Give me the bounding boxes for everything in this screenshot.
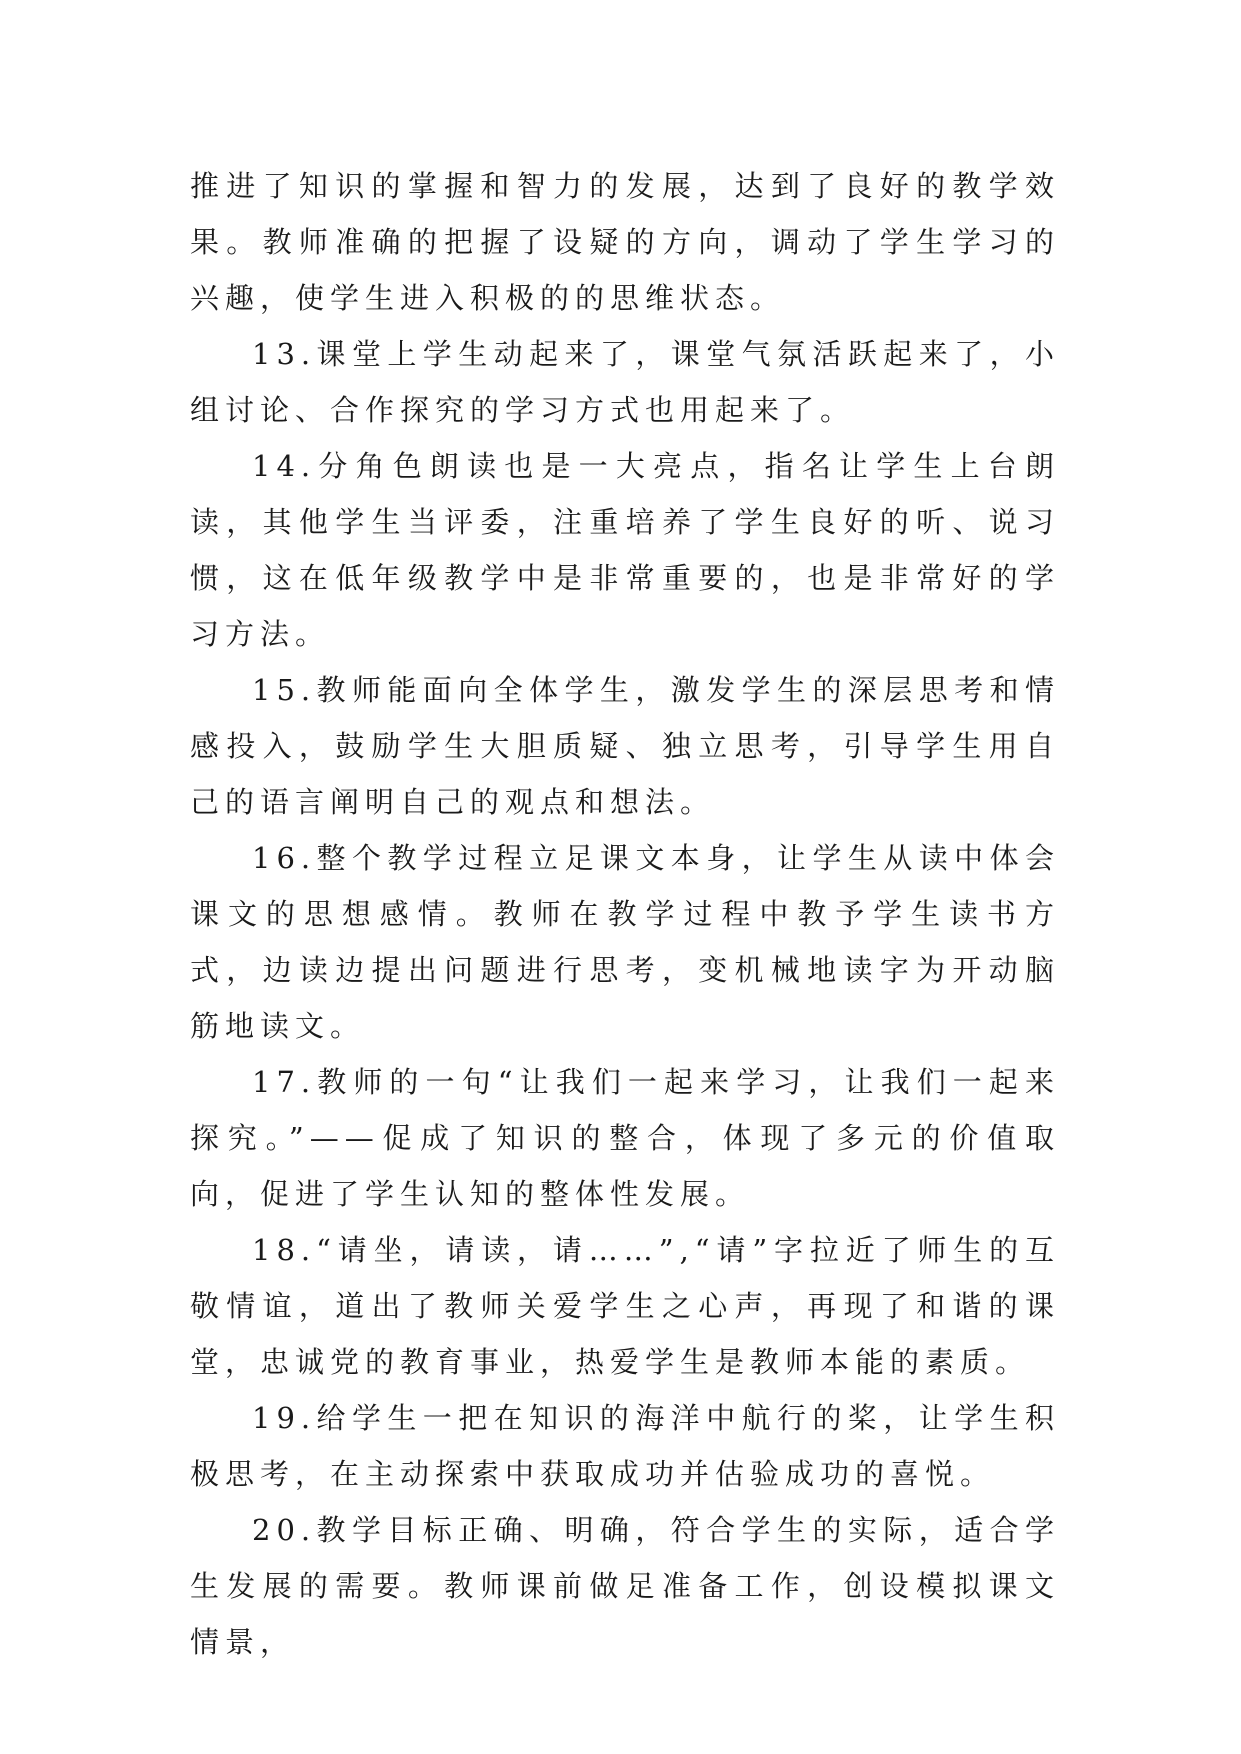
text-line: 文的思想感情。教师在教学过程中教予学生读书方式，边读 [190, 897, 1060, 987]
paragraph-item-15 [190, 662, 1060, 830]
text-line: 其他学生当评委，注重培养了学生良好的听、说习惯，这在 [190, 505, 1060, 595]
paragraph-continuation [190, 158, 1060, 326]
paragraph-item-18 [190, 1222, 1060, 1390]
text-line: 学生进入积极的的思维状态。 [330, 281, 786, 315]
text-line: 教师准确的把握了设疑的方向，调动了学生学习的兴趣，使 [190, 225, 1060, 315]
text-line: 13.课堂上学生动起来了，课堂气氛活跃起来了，小组 [190, 337, 1060, 427]
text-line: 20.教学目标正确、明确，符合学生的实际，适合学生 [190, 1513, 1060, 1603]
text-line: 言阐明自己的观点和想法。 [295, 785, 716, 819]
text-line: 17.教师的一句“让我们一起来学习，让我们一起来探 [190, 1065, 1060, 1155]
paragraph-item-19 [190, 1390, 1060, 1502]
text-line: 18.“请坐，请读，请……”,“请”字拉近了师生的互 [252, 1233, 1060, 1267]
text-line: 思考，在主动探索中获取成功并估验成功的喜悦。 [225, 1457, 996, 1491]
document-body [190, 158, 1060, 1670]
text-line: 低年级教学中是非常重要的，也是非常好的学习方法。 [190, 561, 1060, 651]
text-line: 19.给学生一把在知识的海洋中航行的桨，让学生积极 [190, 1401, 1060, 1491]
text-line: 边提出问题进行思考，变机械地读字为开动脑筋地读文。 [190, 953, 1060, 1043]
text-line: 14.分角色朗读也是一大亮点，指名让学生上台朗读， [190, 449, 1060, 539]
paragraph-item-16 [190, 830, 1060, 1054]
paragraph-item-13 [190, 326, 1060, 438]
paragraph-item-14 [190, 438, 1060, 662]
paragraph-item-20 [190, 1502, 1060, 1670]
text-line: 投入，鼓励学生大胆质疑、独立思考，引导学生用自己的语 [190, 729, 1060, 819]
text-line: 推进了知识的掌握和智力的发展，达到了良好的教学效果。 [190, 169, 1060, 259]
text-line: 敬情谊，道出了教师关爱学生之心声，再现了和谐的课堂， [190, 1289, 1060, 1379]
text-line: 发展的需要。教师课前做足准备工作，创设模拟课文情景， [190, 1569, 1060, 1659]
text-line: 究。”——促成了知识的整合，体现了多元的价值取向，促 [190, 1121, 1060, 1211]
paragraph-item-17 [190, 1054, 1060, 1222]
text-line: 进了学生认知的整体性发展。 [295, 1177, 751, 1211]
text-line: 16.整个教学过程立足课文本身，让学生从读中体会课 [190, 841, 1060, 931]
text-line: 讨论、合作探究的学习方式也用起来了。 [225, 393, 856, 427]
text-line: 15.教师能面向全体学生，激发学生的深层思考和情感 [190, 673, 1060, 763]
text-line: 忠诚党的教育事业，热爱学生是教师本能的素质。 [260, 1345, 1031, 1379]
